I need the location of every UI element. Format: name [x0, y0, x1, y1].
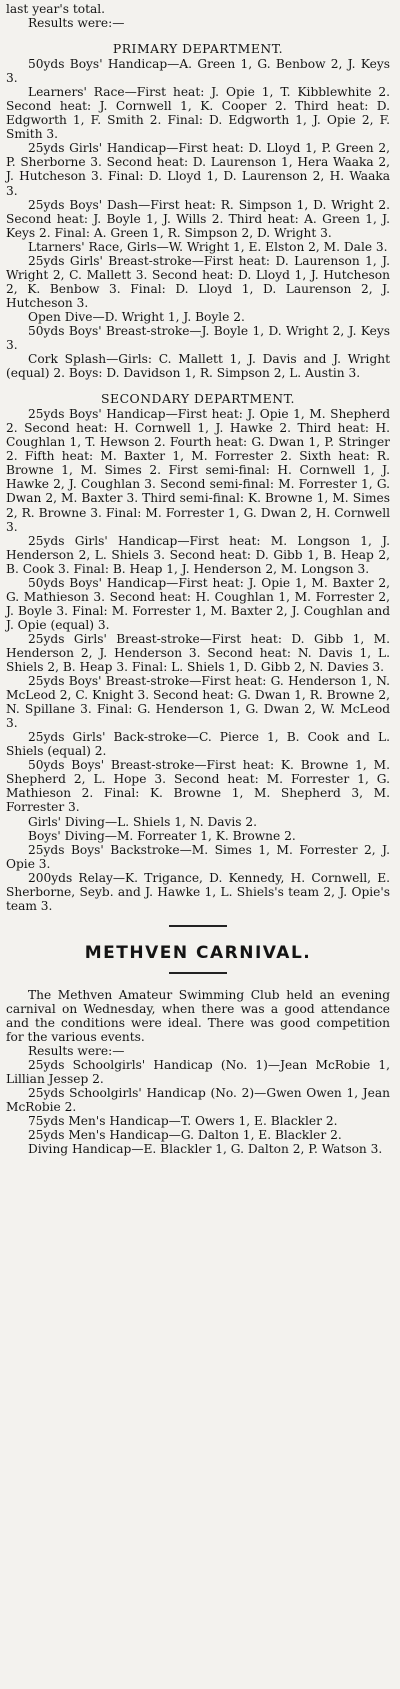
article-lead: The Methven Amateur Swimming Club held an evening carnival on Wednesday, when there was a good attendance and the conditions were ideal. There was good competition for the various events. — [6, 987, 390, 1044]
result-paragraph: 50yds Boys' Breast-stroke—First heat: K. Browne 1, M. Shepherd 2, L. Hope 3. Second heat: M. Forrester 1, G. Mathieson 2. Final: K. Browne 1, M. Shepherd 3, M. Forrester 3. — [6, 758, 390, 815]
result-paragraph: 25yds Boys' Handicap—First heat: J. Opie 1, M. Shepherd 2. Second heat: H. Cornwell 1, J. Hawke 2. Third heat: H. Coughlan 1, T. Hewson 2. Fourth heat: G. Dwan 1, P. Stringer 2. Fifth heat: M. Baxter 1, M. Forrester 2. Sixth heat: R. Browne 1, M. Simes 2. First semi-final: H. Cornwell 1, J. Hawke 2, J. Coughlan 3. Second semi-final: M. Forrester 1, G. Dwan 2, M. Baxter 3. Third semi-final: K. Browne 1, M. Simes 2, R. Browne 3. Final: M. Forrester 1, G. Dwan 2, H. Cornwell 3. — [6, 407, 390, 534]
result-paragraph: Diving Handicap—E. Blackler 1, G. Dalton 2, P. Watson 3. — [28, 1142, 383, 1157]
result-paragraph: Boys' Diving—M. Forreater 1, K. Browne 2. — [28, 828, 296, 843]
result-paragraph: 25yds Girls' Back-stroke—C. Pierce 1, B. Cook and L. Shiels (equal) 2. — [6, 730, 390, 759]
result-paragraph: Open Dive—D. Wright 1, J. Boyle 2. — [28, 309, 245, 324]
result-paragraph: 25yds Men's Handicap—G. Dalton 1, E. Blackler 2. — [28, 1128, 342, 1143]
result-paragraph: 25yds Girls' Breast-stroke—First heat: D. Laurenson 1, J. Wright 2, C. Mallett 3. Second heat: D. Lloyd 1, J. Hutcheson 2, K. Benbow 3. Final: D. Lloyd 1, D. Laurenson 2, J. Hutcheson 3. — [6, 253, 390, 310]
divider-rule — [169, 925, 227, 927]
result-paragraph: 50yds Boys' Handicap—A. Green 1, G. Benbow 2, J. Keys 3. — [6, 57, 390, 86]
result-paragraph: 50yds Boys' Breast-stroke—J. Boyle 1, D. Wright 2, J. Keys 3. — [6, 323, 390, 353]
methven-carnival-section — [6, 943, 390, 1157]
result-paragraph: 25yds Schoolgirls' Handicap (No. 2)—Gwen Owen 1, Jean McRobie 2. — [6, 1086, 390, 1115]
article-heading-methven: METHVEN CARNIVAL. — [84, 942, 312, 963]
intro-line: last year's total. — [6, 2, 106, 16]
result-paragraph: 25yds Boys' Backstroke—M. Simes 1, M. Forrester 2, J. Opie 3. — [6, 842, 390, 871]
result-paragraph: Learners' Race—First heat: J. Opie 1, T. Kibblewhite 2. Second heat: J. Cornwell 1, K. Cooper 2. Third heat: D. Edgworth 1, F. Smith 2. Final: D. Edgworth 1, J. Opie 2, F. Smith 3. — [6, 85, 390, 142]
result-paragraph: Girls' Diving—L. Shiels 1, N. Davis 2. — [28, 814, 258, 829]
results-label: Results were:— — [28, 1044, 125, 1059]
results-label: Results were:— — [28, 16, 125, 31]
section-heading-secondary: SECONDARY DEPARTMENT. — [101, 391, 295, 407]
result-paragraph: 25yds Girls' Breast-stroke—First heat: D. Gibb 1, M. Henderson 2, J. Henderson 3. Second heat: N. Davis 1, L. Shiels 2, B. Heap 3. Final: L. Shiels 1, D. Gibb 2, N. Davies 3. — [6, 631, 390, 675]
result-paragraph: 75yds Men's Handicap—T. Owers 1, E. Blackler 2. — [28, 1114, 338, 1129]
result-paragraph: Ltarners' Race, Girls—W. Wright 1, E. Elston 2, M. Dale 3. — [28, 239, 388, 254]
result-paragraph: 25yds Girls' Handicap—First heat: D. Lloyd 1, P. Green 2, P. Sherborne 3. Second heat: D. Laurenson 1, Hera Waaka 2, J. Hutcheson 3. Final: D. Lloyd 1, D. Laurenson 2, H. Waaka 3. — [6, 141, 390, 198]
result-paragraph: 25yds Boys' Dash—First heat: R. Simpson 1, D. Wright 2. Second heat: J. Boyle 1, J. Wills 2. Third heat: A. Green 1, J. Keys 2. Final: A. Green 1, R. Simpson 2, D. Wright 3. — [6, 197, 390, 240]
section-heading-primary: PRIMARY DEPARTMENT. — [112, 41, 284, 57]
result-paragraph: 25yds Girls' Handicap—First heat: M. Longson 1, J. Henderson 2, L. Shiels 3. Second heat: D. Gibb 1, B. Heap 2, B. Cook 3. Final: B. Heap 1, J. Henderson 2, M. Longson 3. — [6, 533, 390, 576]
result-paragraph: 50yds Boys' Handicap—First heat: J. Opie 1, M. Baxter 2, G. Mathieson 3. Second heat: H. Coughlan 1, M. Forrester 2, J. Boyle 3. Final: M. Forrester 1, M. Baxter 2, J. Coughlan and J. Opie (equal) 3. — [6, 575, 390, 632]
result-paragraph: 25yds Schoolgirls' Handicap (No. 1)—Jean McRobie 1, Lillian Jessep 2. — [6, 1058, 390, 1087]
result-paragraph: 200yds Relay—K. Trigance, D. Kennedy, H. Cornwell, E. Sherborne, Seyb. and J. Hawke 1, L. Shiels's team 2, J. Opie's team 3. — [6, 870, 390, 913]
primary-department-section — [6, 42, 390, 380]
divider-rule — [169, 972, 227, 974]
secondary-department-section — [6, 392, 390, 913]
result-paragraph: Cork Splash—Girls: C. Mallett 1, J. Davis and J. Wright (equal) 2. Boys: D. Davidson 1, R. Simpson 2, L. Austin 3. — [6, 352, 390, 381]
result-paragraph: 25yds Boys' Breast-stroke—First heat: G. Henderson 1, N. McLeod 2, C. Knight 3. Second heat: G. Dwan 1, R. Browne 2, N. Spillane 3. Final: G. Henderson 1, G. Dwan 2, W. McLeod 3. — [6, 674, 390, 731]
